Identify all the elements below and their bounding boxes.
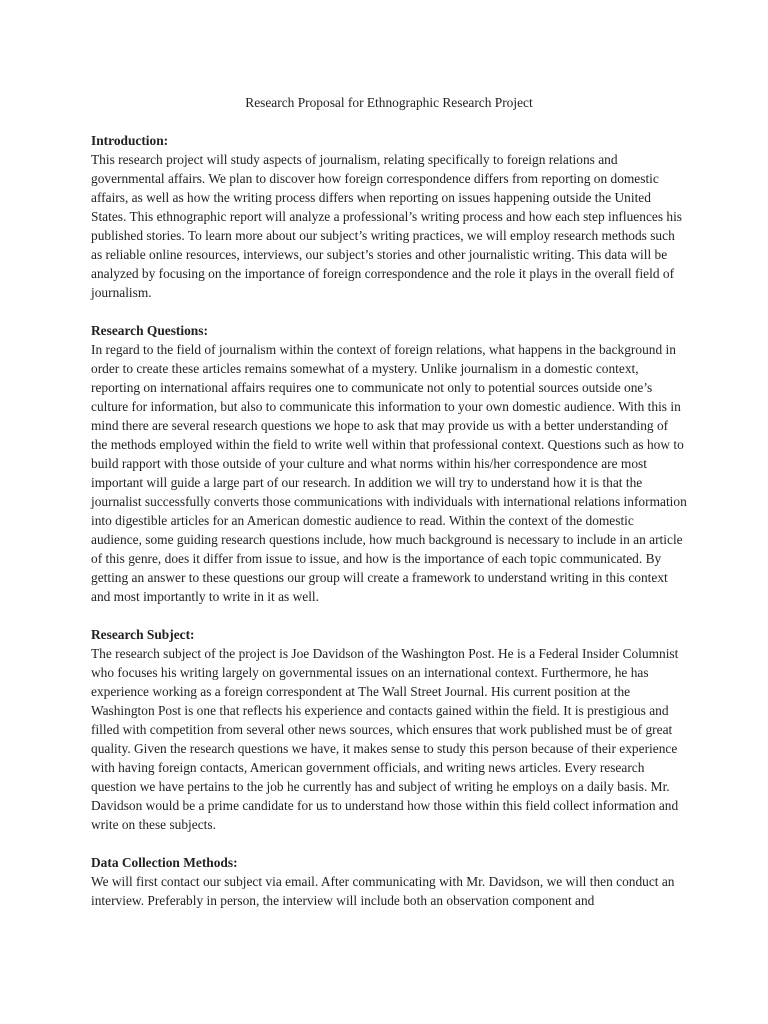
section-data-collection-methods [91, 853, 687, 910]
section-body-research-subject: The research subject of the project is Joe Davidson of the Washington Post. He is a Federal Insider Columnist who focuses his writing largely on governmental issues on an international context. Furthermore, he has experience working as a foreign correspondent at The Wall Street Journal. His current position at the Washington Post is one that reflects his experience and contacts gained within the field. It is prestigious and filled with competition from several other news sources, which ensures that work published must be of great quality. Given the research questions we have, it makes sense to study this person because of their experience with having foreign contacts, American government officials, and writing news articles. Every research question we have pertains to the job he currently has and subject of writing he employs on a daily basis. Mr. Davidson would be a prime candidate for us to understand how those within this field collect information and write on these subjects. [91, 646, 679, 832]
document-content [91, 93, 687, 929]
section-research-subject [91, 625, 687, 834]
section-research-questions [91, 321, 687, 606]
section-heading-data-collection-methods: Data Collection Methods: [91, 855, 238, 870]
section-body-data-collection-methods: We will first contact our subject via email. After communicating with Mr. Davidson, we will then conduct an interview. Preferably in person, the interview will include both an observation component and [91, 874, 675, 908]
document-title: Research Proposal for Ethnographic Research Project [245, 95, 533, 110]
section-introduction [91, 131, 687, 302]
section-body-research-questions: In regard to the field of journalism within the context of foreign relations, what happens in the background in order to create these articles remains somewhat of a mystery. Unlike journalism in a domestic context, reporting on international affairs requires one to communicate not only to potential sources outside one’s culture for information, but also to communicate this information to your own domestic audience. With this in mind there are several research questions we hope to ask that may provide us with a better understanding of the methods employed within the field to write well within that professional context. Questions such as how to build rapport with those outside of your culture and what norms within his/her correspondence are most important will guide a large part of our research. In addition we will try to understand how it is that the journalist successfully converts those communications with individuals with international relations information into digestible articles for an American domestic audience to read. Within the context of the domestic audience, some guiding research questions include, how much background is necessary to include in an article of this genre, does it differ from issue to issue, and how is the importance of each topic communicated. By getting an answer to these questions our group will create a framework to understand writing in this context and most importantly to write in it as well. [91, 342, 687, 604]
section-heading-research-subject: Research Subject: [91, 627, 195, 642]
section-heading-research-questions: Research Questions: [91, 323, 208, 338]
section-body-introduction: This research project will study aspects of journalism, relating specifically to foreign relations and governmental affairs. We plan to discover how foreign correspondence differs from reporting on domestic affairs, as well as how the writing process differs when reporting on issues happening outside the United States. This ethnographic report will analyze a professional’s writing process and how each step influences his published stories. To learn more about our subject’s writing practices, we will employ research methods such as reliable online resources, interviews, our subject’s stories and other journalistic writing. This data will be analyzed by focusing on the importance of foreign correspondence and the role it plays in the overall field of journalism. [91, 152, 683, 300]
section-heading-introduction: Introduction: [91, 133, 169, 148]
